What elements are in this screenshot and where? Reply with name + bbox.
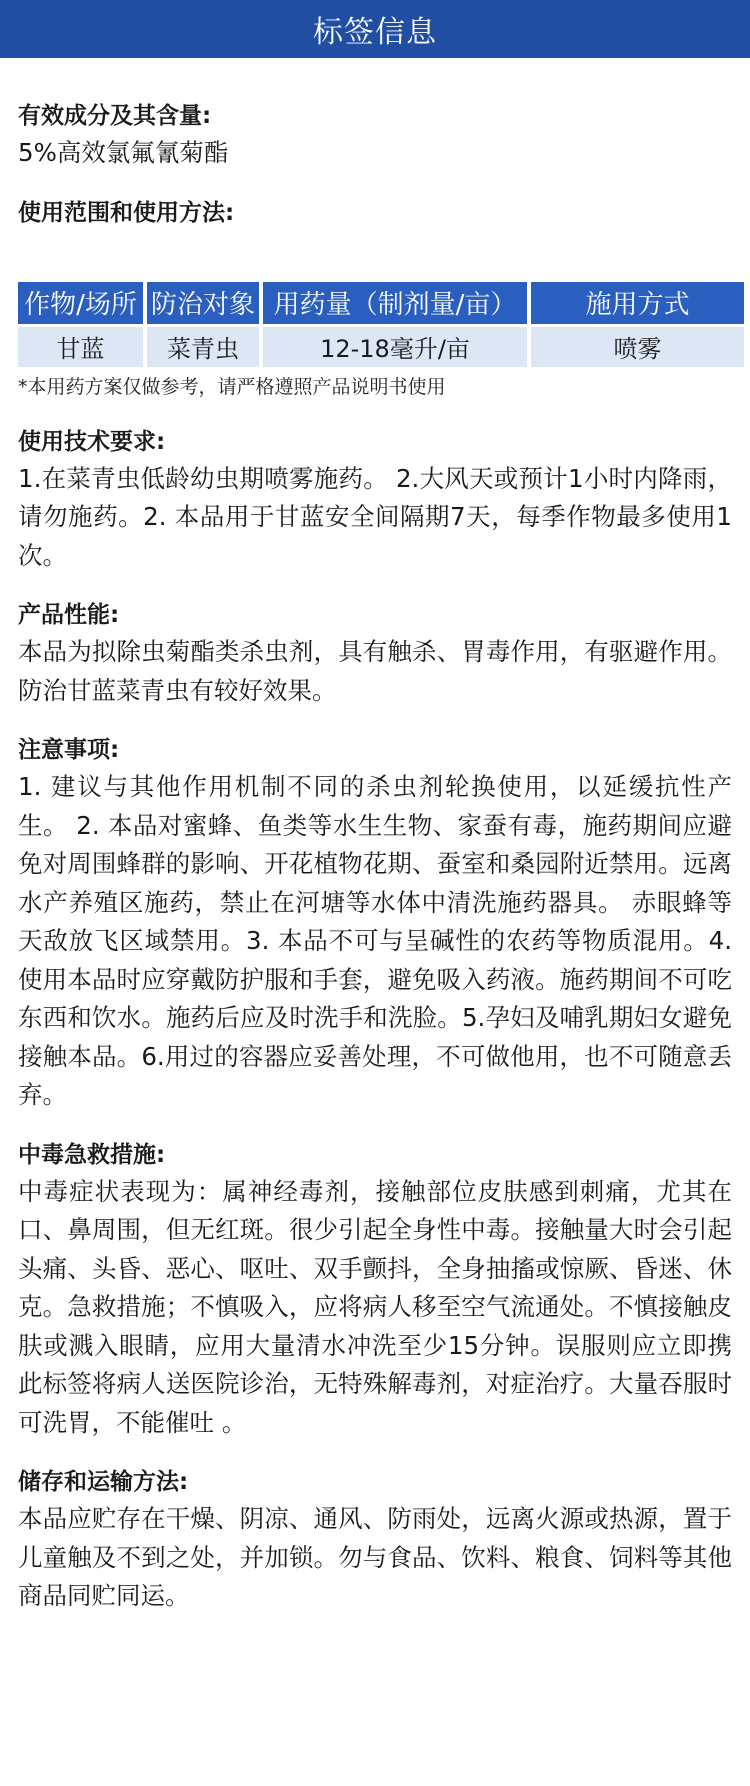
first-aid-text: 中毒症状表现为：属神经毒剂，接触部位皮肤感到刺痛，尤其在口、鼻周围，但无红斑。很少引起全身性中毒。接触量大时会引起头痛、头昏、恶心、呕吐、双手颤抖，全身抽搐或惊厥、昏迷、休克。急救措施；不慎吸入，应将病人移至空气流通处。不慎接触皮肤或溅入眼睛，应用大量清水冲洗至少15分钟。误服则应立即携此标签将病人送医院诊治，无特殊解毒剂，对症治疗。大量吞服时可洗胃，不能催吐 。	[18, 1176, 732, 1437]
table-header-row	[18, 282, 744, 324]
table-row	[18, 327, 744, 367]
performance-title: 产品性能:	[18, 602, 120, 628]
header-target: 防治对象	[147, 282, 259, 324]
cell-method: 喷雾	[531, 327, 744, 367]
precautions-title: 注意事项:	[18, 737, 120, 763]
page-header	[0, 0, 750, 58]
technical-title: 使用技术要求:	[18, 428, 166, 455]
usage-section	[18, 195, 732, 402]
cell-crop: 甘蓝	[18, 327, 143, 367]
first-aid-title: 中毒急救措施:	[18, 1141, 166, 1168]
usage-table	[14, 279, 748, 370]
precautions-text: 1. 建议与其他作用机制不同的杀虫剂轮换使用，以延缓抗性产生。 2. 本品对蜜蜂、鱼类等水生生物、家蚕有毒，施药期间应避免对周围蜂群的影响、开花植物花期、蚕室和桑园附近禁用。远离水产养殖区施药，禁止在河塘等水体中清洗施药器具。 赤眼蜂等天敌放飞区域禁用。3. 本品不可与呈碱性的农药等物质混用。4. 使用本品时应穿戴防护服和手套，避免吸入药液。施药期间不可吃东西和饮水。施药后应及时洗手和洗脸。5.孕妇及哺乳期妇女避免接触本品。6.用过的容器应妥善处理，不可做他用，也不可随意丢弃。	[18, 772, 732, 1109]
technical-text: 1.在菜青虫低龄幼虫期喷雾施药。 2.大风天或预计1小时内降雨，请勿施药。2. 本品用于甘蓝安全间隔期7天，每季作物最多使用1次。	[18, 463, 732, 570]
precautions-section	[18, 732, 732, 1115]
first-aid-section	[18, 1137, 732, 1443]
cell-target: 菜青虫	[147, 327, 259, 367]
storage-text: 本品应贮存在干燥、阴凉、通风、防雨处，远离火源或热源，置于儿童触及不到之处，并加锁。勿与食品、饮料、粮食、饲料等其他商品同贮同运。	[18, 1504, 732, 1610]
performance-section	[18, 597, 732, 710]
usage-title: 使用范围和使用方法:	[18, 199, 235, 226]
storage-section	[18, 1464, 732, 1616]
label-content	[0, 98, 750, 1616]
page-title: 标签信息	[313, 15, 437, 50]
header-crop: 作物/场所	[18, 282, 143, 324]
performance-text: 本品为拟除虫菊酯类杀虫剂，具有触杀、胃毒作用，有驱避作用。防治甘蓝菜青虫有较好效果。	[18, 637, 732, 705]
cell-dosage: 12-18毫升/亩	[263, 327, 527, 367]
storage-title: 储存和运输方法:	[18, 1469, 189, 1495]
header-dosage: 用药量（制剂量/亩）	[263, 282, 527, 324]
header-method: 施用方式	[531, 282, 744, 324]
ingredients-title: 有效成分及其含量:	[18, 103, 212, 129]
ingredients-section	[18, 98, 732, 173]
technical-section	[18, 424, 732, 576]
table-note: *本用药方案仅做参考，请严格遵照产品说明书使用	[18, 375, 446, 398]
ingredients-text: 5%高效氯氟氰菊酯	[18, 138, 229, 167]
